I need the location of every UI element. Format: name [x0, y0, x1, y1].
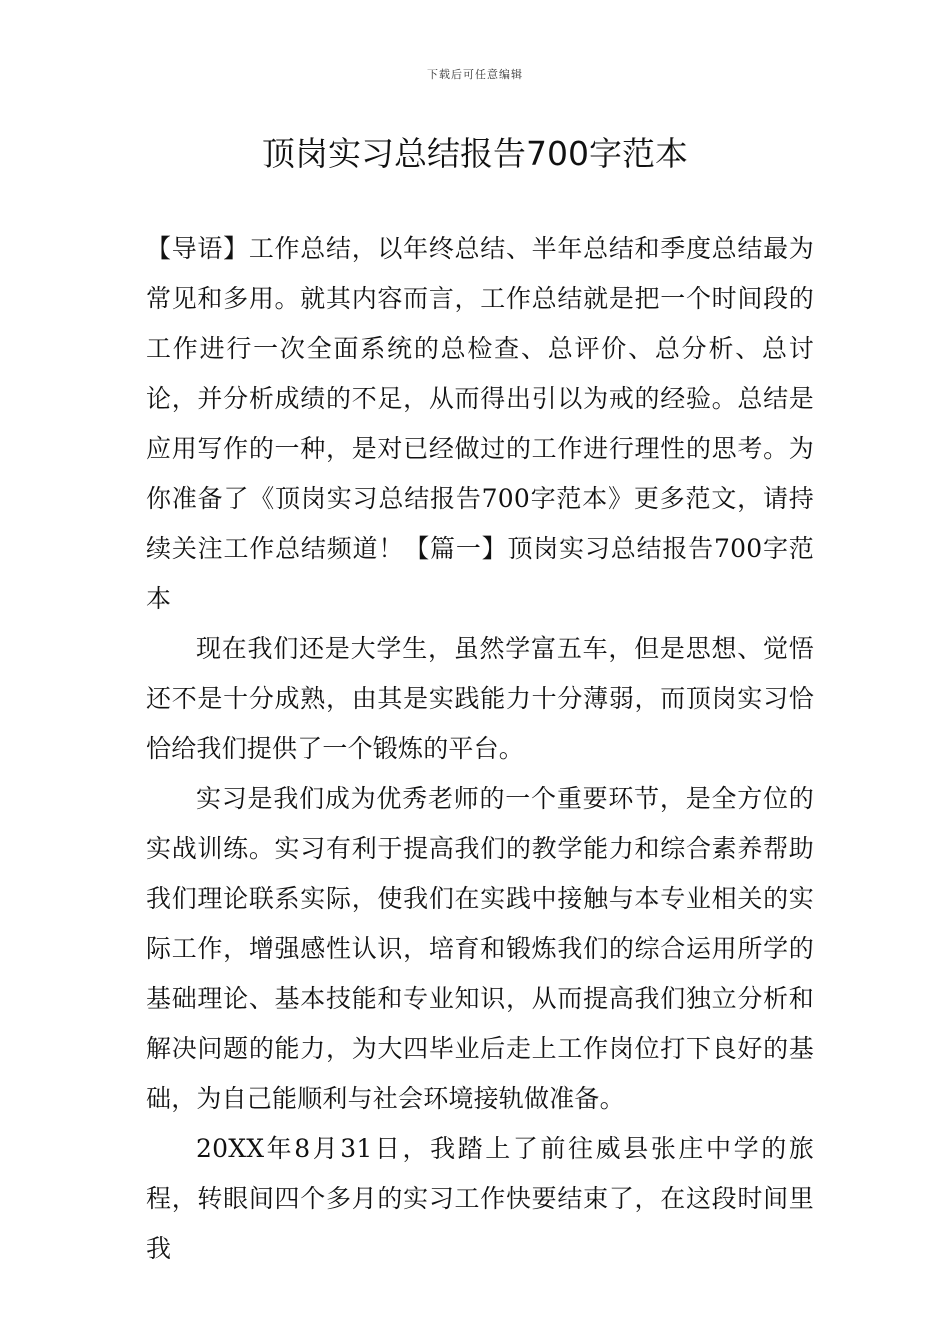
document-body	[146, 224, 814, 1274]
header-note: 下载后可任意编辑	[427, 68, 523, 81]
page-title: 顶岗实习总结报告700字范本	[262, 134, 688, 173]
paragraph: 实习是我们成为优秀老师的一个重要环节，是全方位的实战训练。实习有利于提高我们的教学能力和综合素养帮助我们理论联系实际，使我们在实践中接触与本专业相关的实际工作，增强感性认识，培育和锻炼我们的综合运用所学的基础理论、基本技能和专业知识，从而提高我们独立分析和解决问题的能力，为大四毕业后走上工作岗位打下良好的基础，为自己能顺利与社会环境接轨做准备。	[146, 784, 814, 1113]
paragraph: 20XX年8月31日，我踏上了前往威县张庄中学的旅程，转眼间四个多月的实习工作快要结束了，在这段时间里我	[146, 1134, 814, 1263]
paragraph: 现在我们还是大学生，虽然学富五车，但是思想、觉悟还不是十分成熟，由其是实践能力十分薄弱，而顶岗实习恰恰给我们提供了一个锻炼的平台。	[146, 634, 814, 763]
paragraph-intro: 【导语】工作总结，以年终总结、半年总结和季度总结最为常见和多用。就其内容而言，工作总结就是把一个时间段的工作进行一次全面系统的总检查、总评价、总分析、总讨论，并分析成绩的不足，从而得出引以为戒的经验。总结是应用写作的一种，是对已经做过的工作进行理性的思考。为你准备了《顶岗实习总结报告700字范本》更多范文，请持续关注工作总结频道！【篇一】顶岗实习总结报告700字范本	[146, 234, 814, 613]
